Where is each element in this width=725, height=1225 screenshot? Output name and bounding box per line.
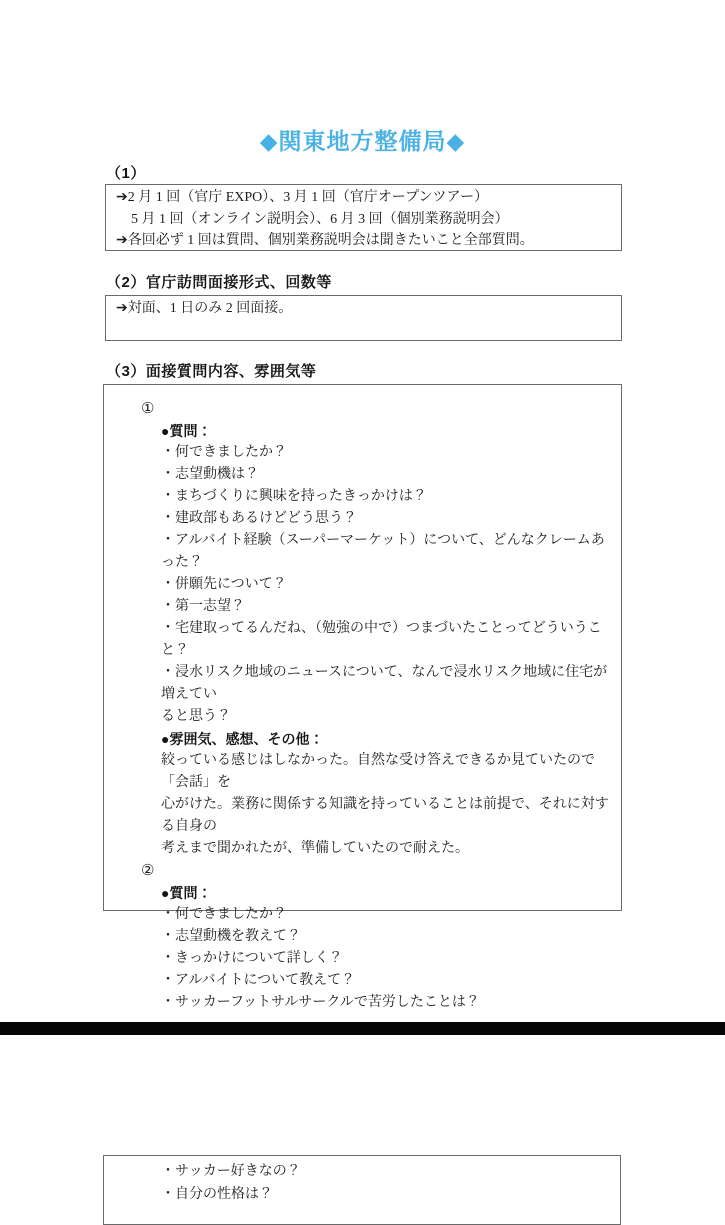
next-page-box: [103, 1155, 621, 1225]
text-line: ①: [141, 401, 155, 417]
text-line: ●質問：: [161, 885, 212, 901]
section-3-box: [103, 384, 622, 1010]
text-line: ・何できましたか？: [161, 907, 287, 922]
text-line: ➔2 月 1 回（官庁 EXPO）、3 月 1 回（官庁オープンツアー）: [116, 190, 489, 205]
text-line: 絞っている感じはしなかった。自然な受け答えできるか見ていたので「会話」を: [161, 753, 595, 790]
page-break-bar: [0, 1022, 725, 1035]
text-line: ・建政部もあるけどどう思う？: [161, 511, 357, 526]
text-line: ・アルバイト経験（スーパーマーケット）について、どんなクレームあった？: [161, 533, 605, 570]
text-line: ・自分の性格は？: [161, 1187, 273, 1202]
text-line: ・何できましたか？: [161, 445, 287, 460]
text-line: ・アルバイトについて教えて？: [161, 973, 356, 988]
text-line: ・志望動機は？: [161, 467, 259, 482]
text-line: 5 月 1 回（オンライン説明会）、6 月 3 回（個別業務説明会）: [131, 211, 509, 227]
section-2-label: （2）官庁訪問面接形式、回数等: [106, 274, 332, 291]
page-title: ◆関東地方整備局◆: [259, 128, 466, 154]
text-line: ると思う？: [161, 709, 231, 724]
text-line: 考えまで聞かれたが、準備していたので耐えた。: [161, 841, 469, 856]
text-line: ・サッカーフットサルサークルで苦労したことは？: [161, 995, 480, 1010]
text-line: ・第一志望？: [161, 599, 245, 614]
section-1-label: （1）: [106, 165, 146, 182]
text-line: ②: [141, 863, 155, 879]
text-line: ・サッカー好きなの？: [161, 1164, 301, 1179]
text-line: ・まちづくりに興味を持ったきっかけは？: [161, 489, 427, 504]
section-1-box: [105, 184, 622, 251]
text-line: ➔各回必ず 1 回は質問、個別業務説明会は聞きたいこと全部質問。: [116, 233, 534, 248]
section-2-box: [105, 295, 622, 341]
text-line: ・併願先について？: [161, 577, 287, 592]
text-line: ・宅建取ってるんだね、（勉強の中で）つまづいたことってどういうこと？: [161, 621, 602, 658]
text-line: ・きっかけについて詳しく？: [161, 951, 343, 966]
text-line: ・浸水リスク地域のニュースについて、なんで浸水リスク地域に住宅が増えてい: [161, 665, 608, 702]
text-line: ●雰囲気、感想、その他：: [161, 731, 324, 747]
text-line: ●質問：: [161, 423, 212, 439]
text-line: 心がけた。業務に関係する知識を持っていることは前提で、それに対する自身の: [161, 797, 609, 834]
text-line: ・志望動機を教えて？: [161, 929, 301, 944]
section-3-label: （3）面接質問内容、雰囲気等: [106, 363, 317, 380]
text-line: ➔対面、1 日のみ 2 回面接。: [116, 301, 293, 316]
